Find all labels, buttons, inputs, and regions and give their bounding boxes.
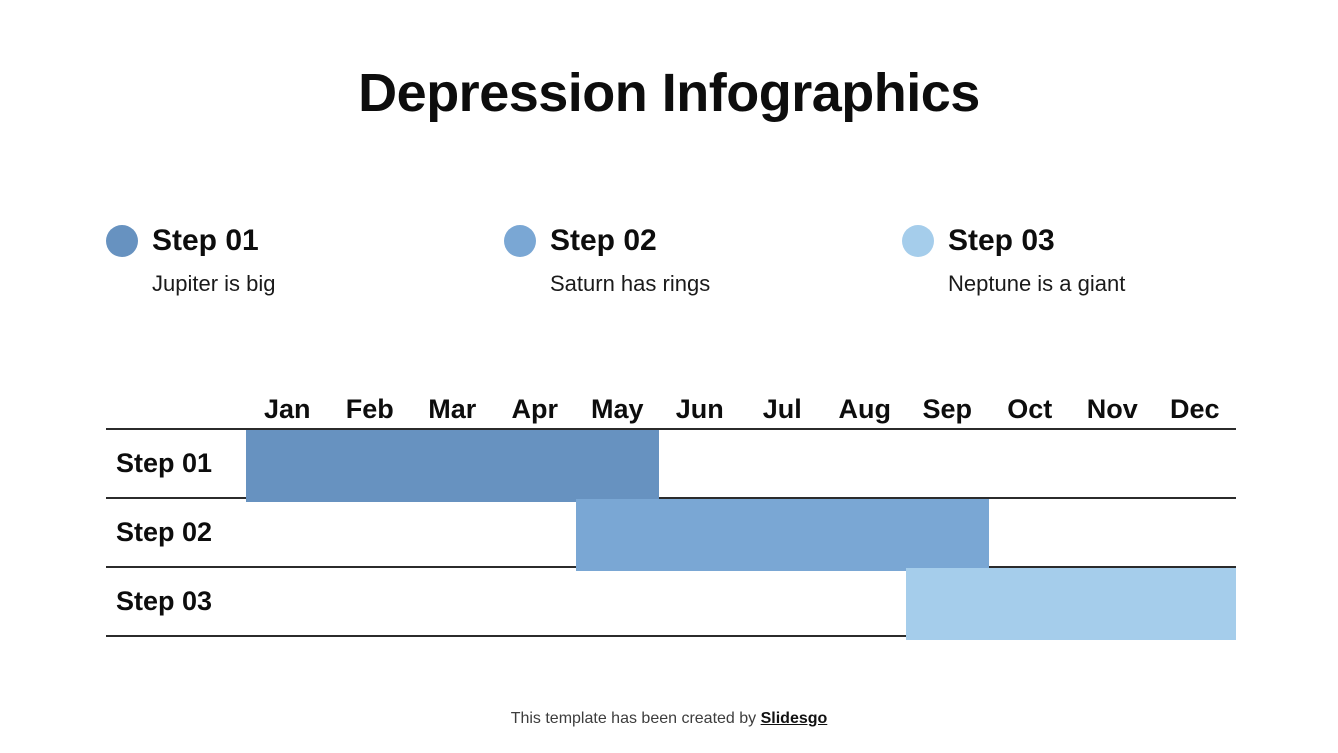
gantt-chart (106, 380, 1236, 643)
slidesgo-link[interactable]: Slidesgo (760, 710, 828, 727)
legend-dot-icon (106, 225, 138, 257)
legend (106, 225, 1236, 296)
legend-head (106, 225, 504, 257)
gantt-bar (246, 430, 659, 502)
legend-label: Step 02 (550, 224, 657, 257)
month-tick-label: Feb (345, 394, 394, 424)
month-tick-label: Nov (1086, 394, 1138, 424)
month-tick-label: May (590, 394, 644, 424)
gantt-row-label: Step 01 (116, 448, 213, 478)
month-tick-label: Jun (675, 394, 724, 424)
legend-description: Saturn has rings (550, 271, 711, 296)
legend-head (902, 225, 1232, 257)
legend-dot-icon (902, 225, 934, 257)
legend-item-step-02 (504, 225, 902, 296)
legend-item-step-01 (106, 225, 504, 296)
month-tick-label: Sep (922, 394, 973, 424)
month-tick-label: Dec (1169, 394, 1220, 424)
footer-text: This template has been created by (510, 710, 761, 727)
gantt-row-label: Step 02 (116, 517, 213, 547)
month-tick-label: Apr (511, 394, 558, 424)
legend-item-step-03 (902, 225, 1232, 296)
legend-label: Step 01 (152, 224, 259, 257)
month-tick-label: Aug (838, 394, 891, 424)
legend-description: Neptune is a giant (948, 271, 1126, 296)
legend-label: Step 03 (948, 224, 1055, 257)
month-tick-label: Mar (428, 394, 477, 424)
month-axis (106, 380, 1236, 425)
gantt-grid (106, 428, 1236, 643)
gantt-row-label: Step 03 (116, 586, 213, 616)
legend-head (504, 225, 902, 257)
gantt-bar (576, 499, 989, 571)
page-title: Depression Infographics (358, 63, 980, 123)
month-tick-label: Jul (762, 394, 802, 424)
month-tick-label: Jan (263, 394, 311, 424)
legend-dot-icon (504, 225, 536, 257)
month-tick-label: Oct (1007, 394, 1053, 424)
legend-description: Jupiter is big (152, 271, 276, 296)
gantt-bar (906, 568, 1236, 640)
footer-credit (0, 710, 1338, 728)
